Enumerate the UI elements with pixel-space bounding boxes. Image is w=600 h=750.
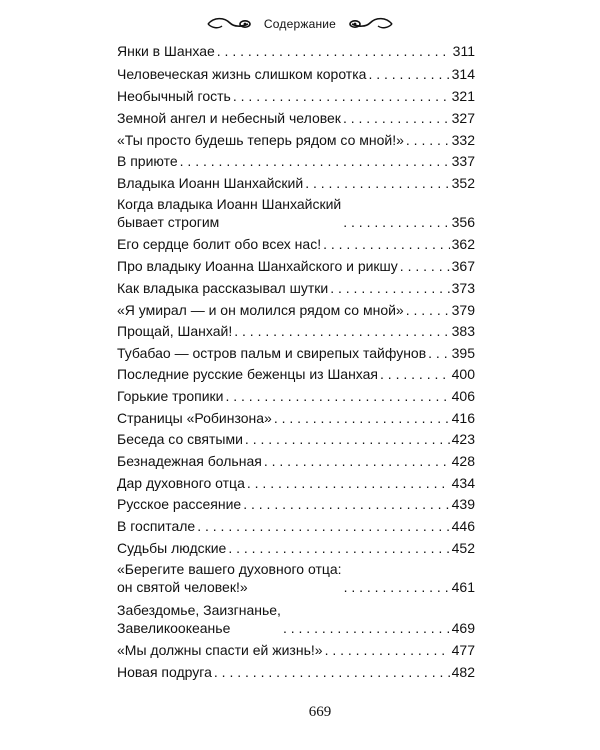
toc-entry[interactable]: Новая подруга . . . 482: [117, 663, 475, 681]
toc-entry[interactable]: В госпитале . . . 446: [117, 517, 475, 535]
toc-entry[interactable]: Про владыку Иоанна Шанхайского и рикшу . . . 367: [117, 257, 475, 275]
toc-entry[interactable]: Владыка Иоанн Шанхайский . . . 352: [117, 174, 475, 192]
toc-entry[interactable]: Тубабао — остров пальм и свирепых тайфунов . . . 395: [117, 344, 475, 362]
toc-entry[interactable]: Беседа со святыми . . . 423: [117, 430, 475, 448]
left-ornament-icon: [204, 14, 256, 34]
toc-entry[interactable]: Горькие тропики . . . 406: [117, 387, 475, 405]
header-title: Содержание: [263, 17, 337, 31]
right-ornament-icon: [344, 14, 396, 34]
toc-entry[interactable]: Необычный гость . . . 321: [117, 87, 475, 105]
toc-entry[interactable]: В приюте . . . 337: [117, 152, 475, 170]
running-header: [0, 12, 600, 36]
toc-entry[interactable]: Янки в Шанхае . . . 311: [117, 42, 475, 60]
toc-entry[interactable]: Последние русские беженцы из Шанхая . . . 400: [117, 365, 475, 383]
toc-entry[interactable]: Его сердце болит обо всех нас! . . . 362: [117, 235, 475, 253]
toc-entry[interactable]: Земной ангел и небесный человек . . . 327: [117, 109, 475, 127]
toc-entry[interactable]: Человеческая жизнь слишком коротка . . . 314: [117, 65, 475, 83]
toc-entry[interactable]: Как владыка рассказывал шутки . . . 373: [117, 279, 475, 297]
toc-entry[interactable]: Забездомье, Заизгнанье, Завеликоокеанье . . . 469: [117, 601, 475, 637]
toc-entry[interactable]: Дар духовного отца . . . 434: [117, 474, 475, 492]
toc-entry[interactable]: Судьбы людские . . . 452: [117, 539, 475, 557]
toc-entry[interactable]: «Мы должны спасти ей жизнь!» . . . 477: [117, 641, 475, 659]
toc-entry[interactable]: «Берегите вашего духовного отца: он святой человек!» . . . 461: [117, 560, 475, 596]
toc-entry[interactable]: Когда владыка Иоанн Шанхайский бывает строгим . . . 356: [117, 195, 475, 231]
toc-entry[interactable]: «Я умирал — и он молился рядом со мной» . . . 379: [117, 301, 475, 319]
page-number: 669: [308, 704, 332, 720]
toc-entry[interactable]: Страницы «Робинзона» . . . 416: [117, 409, 475, 427]
toc-entry[interactable]: Русское рассеяние . . . 439: [117, 495, 475, 513]
toc-entry[interactable]: Прощай, Шанхай! . . . 383: [117, 322, 475, 340]
toc-entry[interactable]: «Ты просто будешь теперь рядом со мной!» . . . 332: [117, 131, 475, 149]
toc-entry[interactable]: Безнадежная больная . . . 428: [117, 452, 475, 470]
